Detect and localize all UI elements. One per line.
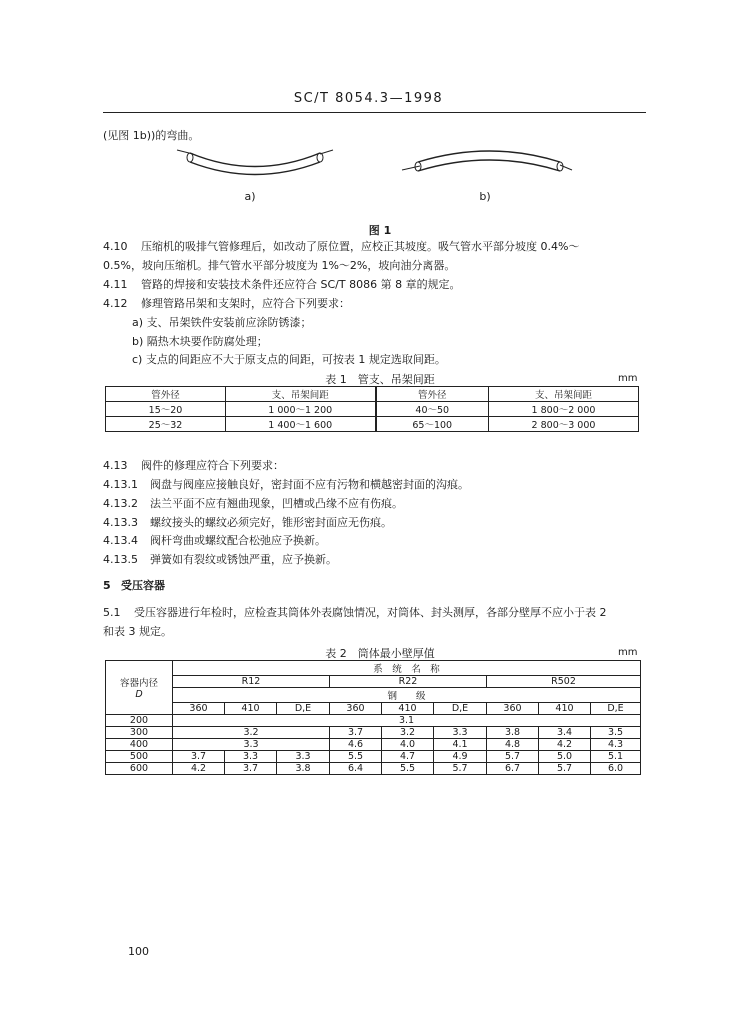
table-row [106, 402, 639, 417]
table2-group-header-row [106, 661, 641, 676]
clause-4-13-4-text: 阀杆弯曲或螺纹配合松弛应予换新。 [150, 534, 326, 547]
row-header-line1: 容器内径 [119, 678, 158, 689]
header-rule [103, 112, 646, 113]
system-name-header: 系 统 名 称 [173, 661, 641, 676]
standard-code-header: SC/T 8054.3—1998 [293, 91, 444, 106]
table2-caption: 表 2 筒体最小壁厚值 [325, 647, 435, 660]
table-cell: 4.8 [487, 739, 539, 751]
steel-grade-header: 钢 级 [173, 688, 641, 703]
table-header-cell: 支、吊架间距 [226, 387, 376, 402]
table-cell: 5.5 [382, 763, 434, 775]
table2-grades-row [106, 703, 641, 715]
table2-unit: mm [618, 647, 638, 658]
table-row [106, 715, 641, 727]
section-5-number: 5 [103, 579, 111, 592]
table-header-cell: 管外径 [376, 387, 489, 402]
table1 [105, 386, 639, 432]
table-cell: 5.7 [434, 763, 487, 775]
table-cell: 3.3 [277, 751, 330, 763]
table-header-cell: 支、吊架间距 [489, 387, 639, 402]
table1-caption: 表 1 管支、吊架间距 [325, 373, 435, 386]
system-r12: R12 [173, 676, 330, 688]
table-cell: 4.3 [591, 739, 641, 751]
clause-5-1-line1: 受压容器进行年检时，应检查其筒体外表腐蚀情况，对筒体、封头测厚，各部分壁厚不应小于表 2 [134, 606, 607, 619]
table-cell: 3.3 [173, 739, 330, 751]
table-row [106, 763, 641, 775]
clause-4-13-1-number: 4.13.1 [103, 478, 138, 491]
clause-4-13-5-text: 弹簧如有裂纹或锈蚀严重，应予换新。 [150, 553, 337, 566]
table-row [106, 751, 641, 763]
clause-4-13-3-text: 螺纹接头的螺纹必须完好，锥形密封面应无伤痕。 [150, 516, 392, 529]
row-header-line2: D [135, 689, 143, 700]
table-cell: 4.9 [434, 751, 487, 763]
table-cell: 4.2 [539, 739, 591, 751]
table-cell: 3.8 [487, 727, 539, 739]
diameter-cell: 400 [106, 739, 173, 751]
figure-caption: 图 1 [368, 224, 392, 237]
clause-4-12-number: 4.12 [103, 297, 128, 310]
clause-4-11-number: 4.11 [103, 278, 128, 291]
table1-unit: mm [618, 373, 638, 384]
table-cell: 3.2 [173, 727, 330, 739]
table-cell: 15～20 [106, 402, 226, 417]
table-cell: 4.0 [382, 739, 434, 751]
table2-grade-header-row [106, 688, 641, 703]
grade-cell: D,E [591, 703, 641, 715]
table-cell: 25～32 [106, 417, 226, 432]
system-r22: R22 [330, 676, 487, 688]
table-cell: 6.0 [591, 763, 641, 775]
table1-header-row [106, 387, 639, 402]
table-cell: 3.7 [173, 751, 225, 763]
table-header-cell: 管外径 [106, 387, 226, 402]
grade-cell: 410 [382, 703, 434, 715]
table-row [106, 417, 639, 432]
table-cell: 2 800～3 000 [489, 417, 639, 432]
section-5-title: 受压容器 [121, 579, 165, 592]
figure-1b-drawing [400, 140, 575, 185]
table-cell: 3.4 [539, 727, 591, 739]
table-cell: 3.2 [382, 727, 434, 739]
table-cell: 1 000～1 200 [226, 402, 376, 417]
table-cell: 3.5 [591, 727, 641, 739]
table-cell: 4.2 [173, 763, 225, 775]
table-row [106, 739, 641, 751]
grade-cell: 360 [330, 703, 382, 715]
clause-5-1-line2: 和表 3 规定。 [103, 625, 172, 638]
clause-4-13-4-number: 4.13.4 [103, 534, 138, 547]
table-cell: 4.6 [330, 739, 382, 751]
table-row [106, 727, 641, 739]
diameter-cell: 600 [106, 763, 173, 775]
table-cell: 3.3 [434, 727, 487, 739]
table-cell: 4.1 [434, 739, 487, 751]
grade-cell: D,E [434, 703, 487, 715]
page-number: 100 [128, 945, 149, 958]
table2 [105, 660, 641, 775]
table-cell: 4.7 [382, 751, 434, 763]
grade-cell: 410 [225, 703, 277, 715]
clause-4-13-text: 阀件的修理应符合下列要求： [141, 459, 284, 472]
table2-row-header [106, 661, 173, 715]
clause-4-13-number: 4.13 [103, 459, 128, 472]
figure-label-a: a) [244, 190, 256, 203]
grade-cell: 410 [539, 703, 591, 715]
table-cell: 3.3 [225, 751, 277, 763]
table-cell: 3.7 [330, 727, 382, 739]
diameter-cell: 200 [106, 715, 173, 727]
clause-4-13-2-text: 法兰平面不应有翘曲现象，凹槽或凸缘不应有伤痕。 [150, 497, 403, 510]
diameter-cell: 500 [106, 751, 173, 763]
table2-systems-row [106, 676, 641, 688]
table-cell: 6.7 [487, 763, 539, 775]
grade-cell: 360 [487, 703, 539, 715]
clause-4-11-text: 管路的焊接和安装技术条件还应符合 SC/T 8086 第 8 章的规定。 [141, 278, 461, 291]
clause-4-12-item-c: c) 支点的间距应不大于原支点的间距，可按表 1 规定选取间距。 [132, 353, 446, 366]
table-cell: 1 400～1 600 [226, 417, 376, 432]
clause-4-10-line1: 压缩机的吸排气管修理后，如改动了原位置，应校正其坡度。吸气管水平部分坡度 0.4%～ [141, 240, 580, 253]
clause-4-13-1-text: 阀盘与阀座应接触良好，密封面不应有污物和横越密封面的沟痕。 [150, 478, 469, 491]
table-cell: 40～50 [376, 402, 489, 417]
clause-4-12-text: 修理管路吊架和支架时，应符合下列要求： [141, 297, 350, 310]
clause-4-12-item-b: b) 隔热木块要作防腐处理； [132, 335, 268, 348]
clause-4-10-number: 4.10 [103, 240, 128, 253]
intro-line: (见图 1b))的弯曲。 [103, 129, 200, 142]
clause-4-13-5-number: 4.13.5 [103, 553, 138, 566]
grade-cell: D,E [277, 703, 330, 715]
table-cell: 65～100 [376, 417, 489, 432]
clause-4-12-item-a: a) 支、吊架铁件安装前应涂防锈漆； [132, 316, 312, 329]
table-cell: 5.0 [539, 751, 591, 763]
figure-1a-drawing [175, 140, 335, 185]
grade-cell: 360 [173, 703, 225, 715]
diameter-cell: 300 [106, 727, 173, 739]
table-cell: 3.8 [277, 763, 330, 775]
figure-label-b: b) [479, 190, 491, 203]
table-cell: 5.5 [330, 751, 382, 763]
table-cell: 1 800～2 000 [489, 402, 639, 417]
table-cell: 3.7 [225, 763, 277, 775]
table-cell: 3.1 [173, 715, 641, 727]
table-cell: 5.7 [539, 763, 591, 775]
table-cell: 6.4 [330, 763, 382, 775]
clause-4-10-line2: 0.5%，坡向压缩机。排气管水平部分坡度为 1%～2%，坡向油分离器。 [103, 259, 456, 272]
table-cell: 5.1 [591, 751, 641, 763]
clause-4-13-2-number: 4.13.2 [103, 497, 138, 510]
table-cell: 5.7 [487, 751, 539, 763]
clause-5-1-number: 5.1 [103, 606, 121, 619]
system-r502: R502 [487, 676, 641, 688]
clause-4-13-3-number: 4.13.3 [103, 516, 138, 529]
